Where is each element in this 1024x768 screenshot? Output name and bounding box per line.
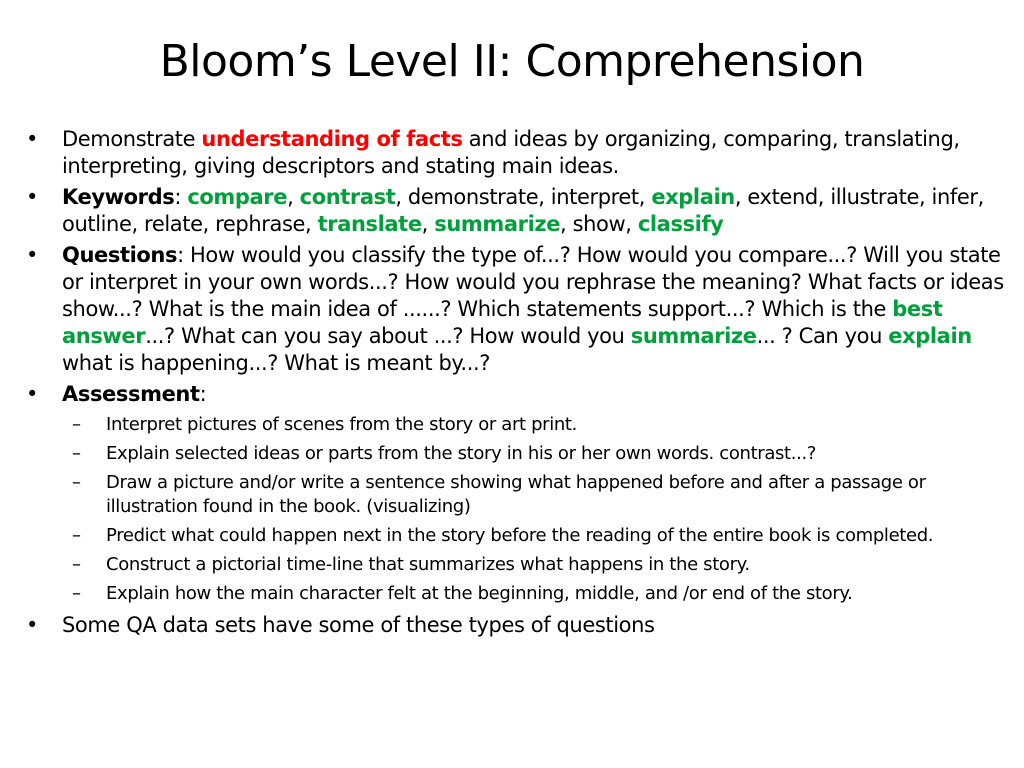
- bullet-marker: •: [26, 382, 38, 406]
- keyword-classify: classify: [637, 212, 724, 236]
- bullet-marker: •: [26, 127, 38, 151]
- questions-label: Questions: [62, 243, 178, 267]
- assessment-item-text: Interpret pictures of scenes from the story or art print.: [106, 414, 578, 435]
- keyword-explain: explain: [888, 324, 972, 348]
- keyword-compare: compare: [187, 185, 288, 209]
- text: , demonstrate, interpret,: [395, 185, 652, 209]
- text: what is happening...? What is meant by...?: [62, 351, 491, 375]
- keyword-translate: translate: [317, 212, 422, 236]
- text: ... ? Can you: [756, 324, 889, 348]
- text: ,: [421, 212, 435, 236]
- text: Demonstrate: [62, 127, 202, 151]
- assessment-item-text: Draw a picture and/or write a sentence showing what happened before and after a passage or illustration found in the book. (visualizing): [106, 472, 926, 517]
- text: :: [199, 382, 207, 406]
- sub-marker: –: [72, 525, 81, 546]
- assessment-item: [72, 413, 1011, 437]
- sub-marker: –: [72, 554, 81, 575]
- bullet-marker: •: [26, 613, 38, 637]
- keyword-contrast: contrast: [299, 185, 396, 209]
- text: : How would you classify the type of...? How would you compare...? Will you state or interpret in your own words...? How would you rephrase the meaning? What facts or ideas show...? What is the main idea of ......? Which statements support...? Which is the: [62, 243, 1004, 321]
- text: :: [174, 185, 188, 209]
- keyword-best-answer: best answer: [62, 297, 943, 348]
- assessment-item-text: Explain selected ideas or parts from the story in his or her own words. contrast...?: [106, 443, 817, 464]
- assessment-item-text: Construct a pictorial time-line that summarizes what happens in the story.: [106, 554, 750, 575]
- assessment-item: [72, 524, 1011, 548]
- bullet-questions: [26, 242, 1011, 377]
- text: ...? What can you say about ...? How would you: [145, 324, 631, 348]
- highlight-understanding-of-facts: understanding of facts: [201, 127, 463, 151]
- bullet-assessment: [26, 381, 1011, 408]
- bullet-keywords: [26, 184, 1011, 238]
- sub-marker: –: [72, 414, 81, 435]
- sub-marker: –: [72, 583, 81, 604]
- assessment-item: [72, 471, 1011, 519]
- text: ,: [287, 185, 300, 209]
- text: Some QA data sets have some of these types of questions: [62, 613, 655, 637]
- assessment-label: Assessment: [62, 382, 200, 406]
- text: , extend, illustrate, infer, outline, relate, rephrase,: [62, 185, 984, 236]
- slide-title: Bloom’s Level II: Comprehension: [159, 36, 865, 87]
- keywords-label: Keywords: [62, 185, 175, 209]
- assessment-item: [72, 442, 1011, 466]
- sub-marker: –: [72, 472, 81, 493]
- keyword-summarize: summarize: [630, 324, 757, 348]
- bullet-marker: •: [26, 243, 38, 267]
- sub-marker: –: [72, 443, 81, 464]
- keyword-summarize: summarize: [434, 212, 561, 236]
- bullet-qa-data-sets: [26, 612, 1011, 639]
- assessment-item: [72, 582, 1011, 606]
- assessment-item-text: Predict what could happen next in the story before the reading of the entire book is completed.: [106, 525, 934, 546]
- bullet-list: [26, 126, 1011, 643]
- text: and ideas by organizing, comparing, translating, interpreting, giving descriptors and stating main ideas.: [62, 127, 960, 178]
- keyword-explain: explain: [651, 185, 735, 209]
- assessment-item: [72, 553, 1011, 577]
- bullet-demonstrate: [26, 126, 1011, 180]
- text: , show,: [560, 212, 638, 236]
- assessment-item-text: Explain how the main character felt at the beginning, middle, and /or end of the story.: [106, 583, 853, 604]
- bullet-marker: •: [26, 185, 38, 209]
